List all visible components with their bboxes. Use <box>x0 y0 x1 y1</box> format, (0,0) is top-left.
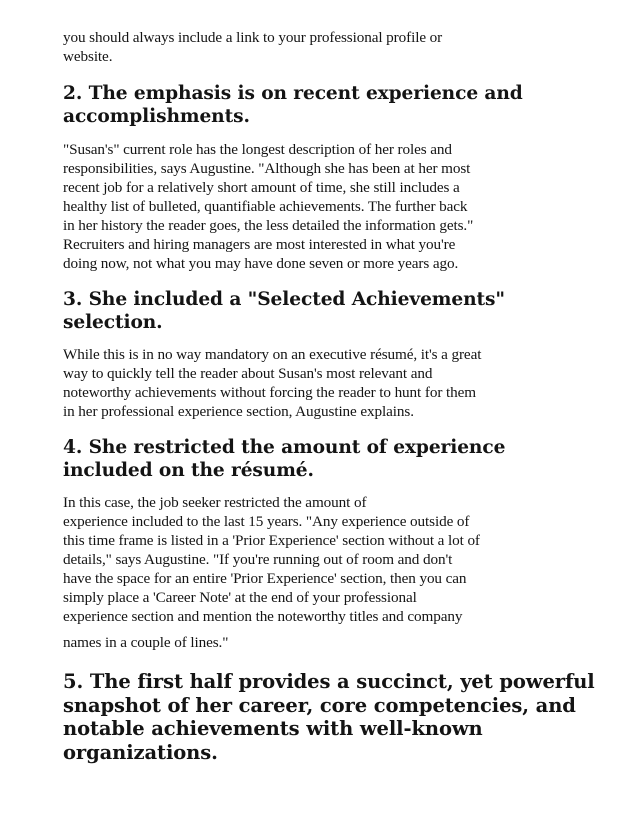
text-line: Recruiters and hiring managers are most interested in what you're <box>63 236 456 253</box>
text-line: details," says Augustine. "If you're running out of room and don't <box>63 551 453 568</box>
text-line: doing now, not what you may have done seven or more years ago. <box>63 255 459 272</box>
section-heading-2 <box>63 82 563 128</box>
text-line: have the space for an entire 'Prior Experience' section, then you can <box>63 570 467 587</box>
heading-line: selection. <box>63 312 163 333</box>
text-line: experience included to the last 15 years. "Any experience outside of <box>63 513 470 530</box>
text-line: this time frame is listed in a 'Prior Experience' section without a lot of <box>63 532 480 549</box>
intro-paragraph <box>63 28 563 66</box>
document-page <box>63 28 595 764</box>
text-line: names in a couple of lines." <box>63 634 229 651</box>
heading-line: included on the résumé. <box>63 460 314 481</box>
text-line: you should always include a link to your professional profile or <box>63 29 443 46</box>
section-heading-4 <box>63 436 563 482</box>
text-line: In this case, the job seeker restricted the amount of <box>63 494 367 511</box>
section-heading-3 <box>63 288 563 334</box>
heading-line: organizations. <box>63 740 218 764</box>
text-line: way to quickly tell the reader about Susan's most relevant and <box>63 365 433 382</box>
heading-line: notable achievements with well-known <box>63 717 483 740</box>
text-line: noteworthy achievements without forcing the reader to hunt for them <box>63 384 476 401</box>
heading-line: snapshot of her career, core competencies, and <box>63 693 576 717</box>
text-line: experience section and mention the noteworthy titles and company <box>63 608 463 625</box>
heading-line: 4. She restricted the amount of experience <box>63 437 506 458</box>
text-line: "Susan's" current role has the longest description of her roles and <box>63 141 452 158</box>
heading-line: accomplishments. <box>63 106 250 127</box>
section-body-2 <box>63 140 563 273</box>
text-line: responsibilities, says Augustine. "Although she has been at her most <box>63 160 471 177</box>
heading-line: 3. She included a "Selected Achievements" <box>63 289 505 310</box>
text-line: in her professional experience section, Augustine explains. <box>63 403 414 420</box>
text-line: recent job for a relatively short amount of time, she still includes a <box>63 179 460 196</box>
text-line: simply place a 'Career Note' at the end of your professional <box>63 589 417 606</box>
text-line: in her history the reader goes, the less detailed the information gets." <box>63 217 474 234</box>
heading-line: 5. The first half provides a succinct, yet powerful <box>63 670 595 693</box>
heading-line: 2. The emphasis is on recent experience and <box>63 83 523 104</box>
text-line: website. <box>63 48 113 65</box>
section-body-4 <box>63 493 563 652</box>
section-heading-5 <box>63 670 595 764</box>
text-line: While this is in no way mandatory on an executive résumé, it's a great <box>63 346 482 363</box>
section-body-3 <box>63 345 563 421</box>
text-line: healthy list of bulleted, quantifiable achievements. The further back <box>63 198 468 215</box>
